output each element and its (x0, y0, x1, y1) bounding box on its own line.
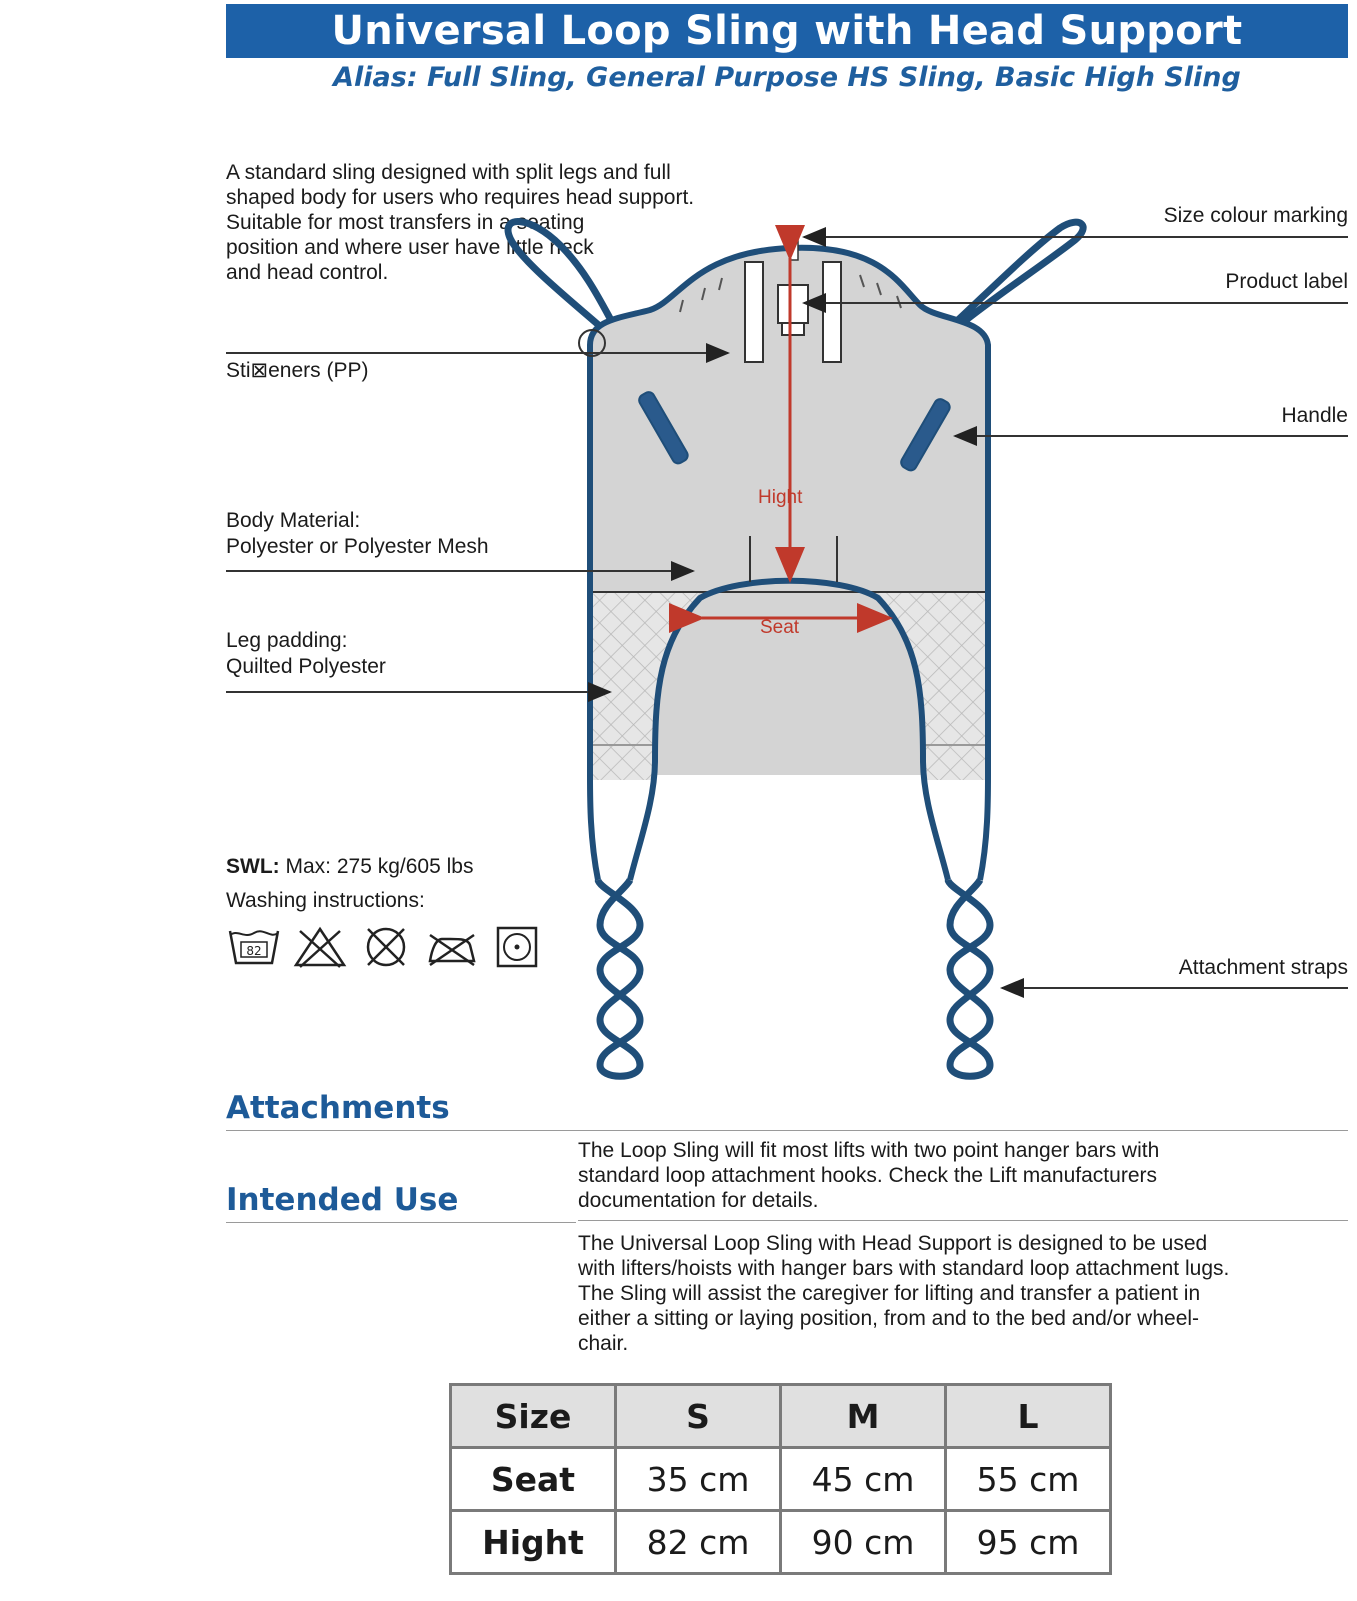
wash-temperature: 82 (246, 944, 262, 958)
attachment-straps-label: Attachment straps (1178, 956, 1348, 979)
table-cell: 45 cm (781, 1448, 946, 1511)
attachments-rule (226, 1130, 1348, 1131)
washing-icons (226, 925, 546, 969)
attachments-text: The Loop Sling will fit most lifts with two point hanger bars with standard loop attachment hooks. Check the Lift manufacturers documentation for details. (578, 1139, 1160, 1212)
attachments-heading: Attachments (226, 1090, 450, 1126)
tumble-dry-icon (490, 925, 546, 969)
product-label-label: Product label (1225, 270, 1348, 293)
size-table-header-row (451, 1385, 1111, 1448)
no-iron-icon (424, 925, 480, 969)
sling-description: A standard sling designed with split legs and full shaped body for users who requires head support. Suitable for most transfers in a seating position and where user have little neck and head control. (226, 161, 695, 284)
table-cell: 90 cm (781, 1511, 946, 1574)
table-row-label: Hight (451, 1511, 616, 1574)
size-table-header-cell: L (946, 1385, 1111, 1448)
table-cell: 55 cm (946, 1448, 1111, 1511)
product-label-marker (778, 285, 808, 335)
no-bleach-icon (292, 925, 348, 969)
handle-label: Handle (1281, 404, 1348, 427)
swl-value: Max: 275 kg/605 lbs (285, 855, 474, 878)
size-colour-marking-label: Size colour marking (1163, 204, 1348, 227)
left-top-loop (508, 222, 612, 328)
intended-use-rule-right (578, 1220, 1348, 1221)
size-colour-marker (790, 240, 798, 260)
wash-82-icon (226, 925, 282, 969)
intended-use-text: The Universal Loop Sling with Head Support is designed to be used with lifters/hoists with hanger bars with standard loop attachment lugs. The Sling will assist the caregiver for lifting and transfer a patient in either a sitting or laying position, from and to the bed and/or wheel- chair. (578, 1232, 1230, 1355)
size-table (449, 1383, 1112, 1575)
alias-subtitle: Alias: Full Sling, General Purpose HS Sling, Basic High Sling (333, 62, 1241, 93)
table-cell: 82 cm (616, 1511, 781, 1574)
swl-info (226, 855, 473, 879)
intended-use-heading: Intended Use (226, 1182, 459, 1218)
no-tumble-dry-icon (358, 925, 414, 969)
body-material-label: Body Material: Polyester or Polyester Mesh (226, 509, 489, 558)
size-table-header-cell: M (781, 1385, 946, 1448)
left-attachment-strap (598, 880, 640, 1076)
table-cell: 95 cm (946, 1511, 1111, 1574)
hight-dimension-label: Hight (758, 487, 803, 508)
table-row (451, 1511, 1111, 1574)
swl-label: SWL: (226, 855, 280, 878)
table-row (451, 1448, 1111, 1511)
seat-dimension-label: Seat (760, 617, 800, 638)
table-cell: 35 cm (616, 1448, 781, 1511)
page-title: Universal Loop Sling with Head Support (331, 8, 1243, 54)
size-table-header-cell: Size (451, 1385, 616, 1448)
right-attachment-strap (948, 880, 990, 1076)
washing-instructions-label: Washing instructions: (226, 889, 425, 912)
leg-padding-label: Leg padding: Quilted Polyester (226, 629, 386, 678)
size-table-header-cell: S (616, 1385, 781, 1448)
stiffeners-label: Sti⊠eners (PP) (226, 359, 369, 382)
intended-use-rule-left (226, 1222, 576, 1223)
table-row-label: Seat (451, 1448, 616, 1511)
